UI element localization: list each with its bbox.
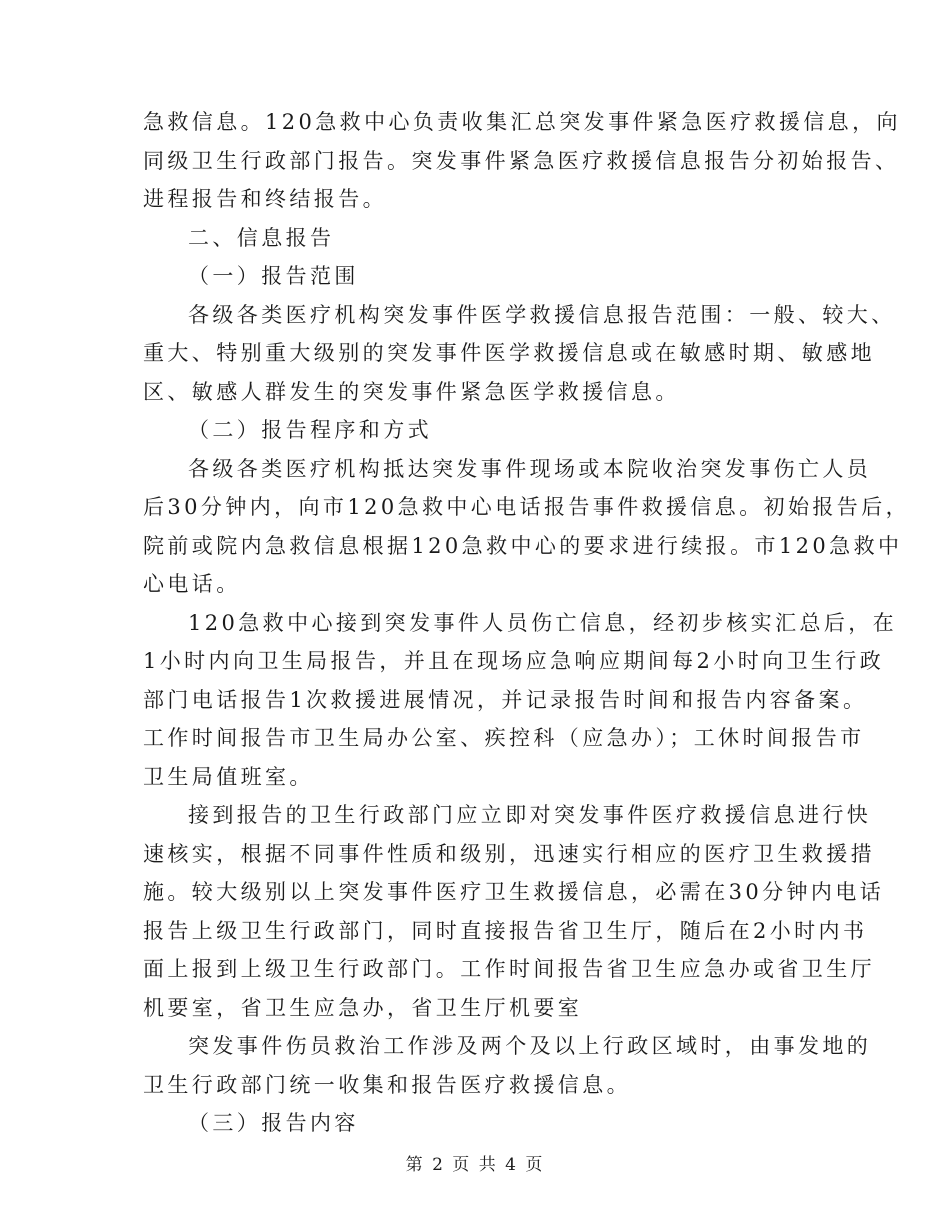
text-line: 各级各类医疗机构突发事件医学救援信息报告范围：一般、较大、 (188, 302, 896, 327)
text-line: 进程报告和终结报告。 (143, 187, 387, 211)
text-line: 院前或院内急救信息根据120急救中心的要求进行续报。市120急救中 (143, 533, 903, 558)
text-line: 面上报到上级卫生行政部门。工作时间报告省卫生应急办或省卫生厅 (143, 957, 875, 981)
subsection-heading: （一）报告范围 (188, 264, 359, 288)
text-line: 区、敏感人群发生的突发事件紧急医学救援信息。 (143, 379, 680, 404)
section-heading: 二、信息报告 (188, 225, 335, 250)
text-line: 卫生行政部门统一收集和报告医疗救援信息。 (143, 1072, 631, 1097)
page-number-footer: 第 2 页 共 4 页 (405, 1155, 545, 1175)
body-text (143, 103, 911, 1143)
text-line: 施。较大级别以上突发事件医疗卫生救援信息，必需在30分钟内电话 (143, 880, 885, 904)
text-line: 报告上级卫生行政部门，同时直接报告省卫生厅，随后在2小时内书 (143, 918, 868, 943)
text-line: 接到报告的卫生行政部门应立即对突发事件医疗救援信息进行快 (188, 803, 872, 827)
subsection-heading: （三）报告内容 (188, 1111, 359, 1135)
text-line: 120急救中心接到突发事件人员伤亡信息，经初步核实汇总后，在 (188, 610, 898, 635)
text-line: 机要室，省卫生应急办，省卫生厅机要室 (143, 995, 583, 1020)
text-line: 急救信息。120急救中心负责收集汇总突发事件紧急医疗救援信息，向 (143, 110, 901, 134)
subsection-heading: （二）报告程序和方式 (188, 418, 432, 442)
text-line: 速核实，根据不同事件性质和级别，迅速实行相应的医疗卫生救援措 (143, 841, 875, 866)
text-line: 工作时间报告市卫生局办公室、疾控科（应急办）；工休时间报告市 (143, 726, 865, 750)
text-line: 卫生局值班室。 (143, 764, 314, 789)
text-line: 后30分钟内，向市120急救中心电话报告事件救援信息。初始报告后， (143, 495, 911, 519)
text-line: 部门电话报告1次救援进展情况，并记录报告时间和报告内容备案。 (143, 687, 868, 712)
text-line: 1小时内向卫生局报告，并且在现场应急响应期间每2小时向卫生行政 (143, 649, 885, 673)
text-line: 各级各类医疗机构抵达突发事件现场或本院收治突发事伤亡人员 (188, 456, 872, 481)
text-line: 心电话。 (143, 572, 241, 596)
text-line: 重大、特别重大级别的突发事件医学救援信息或在敏感时期、敏感地 (143, 341, 875, 365)
text-line: 突发事件伤员救治工作涉及两个及以上行政区域时，由事发地的 (188, 1034, 872, 1058)
text-line: 同级卫生行政部门报告。突发事件紧急医疗救援信息报告分初始报告、 (143, 148, 900, 173)
